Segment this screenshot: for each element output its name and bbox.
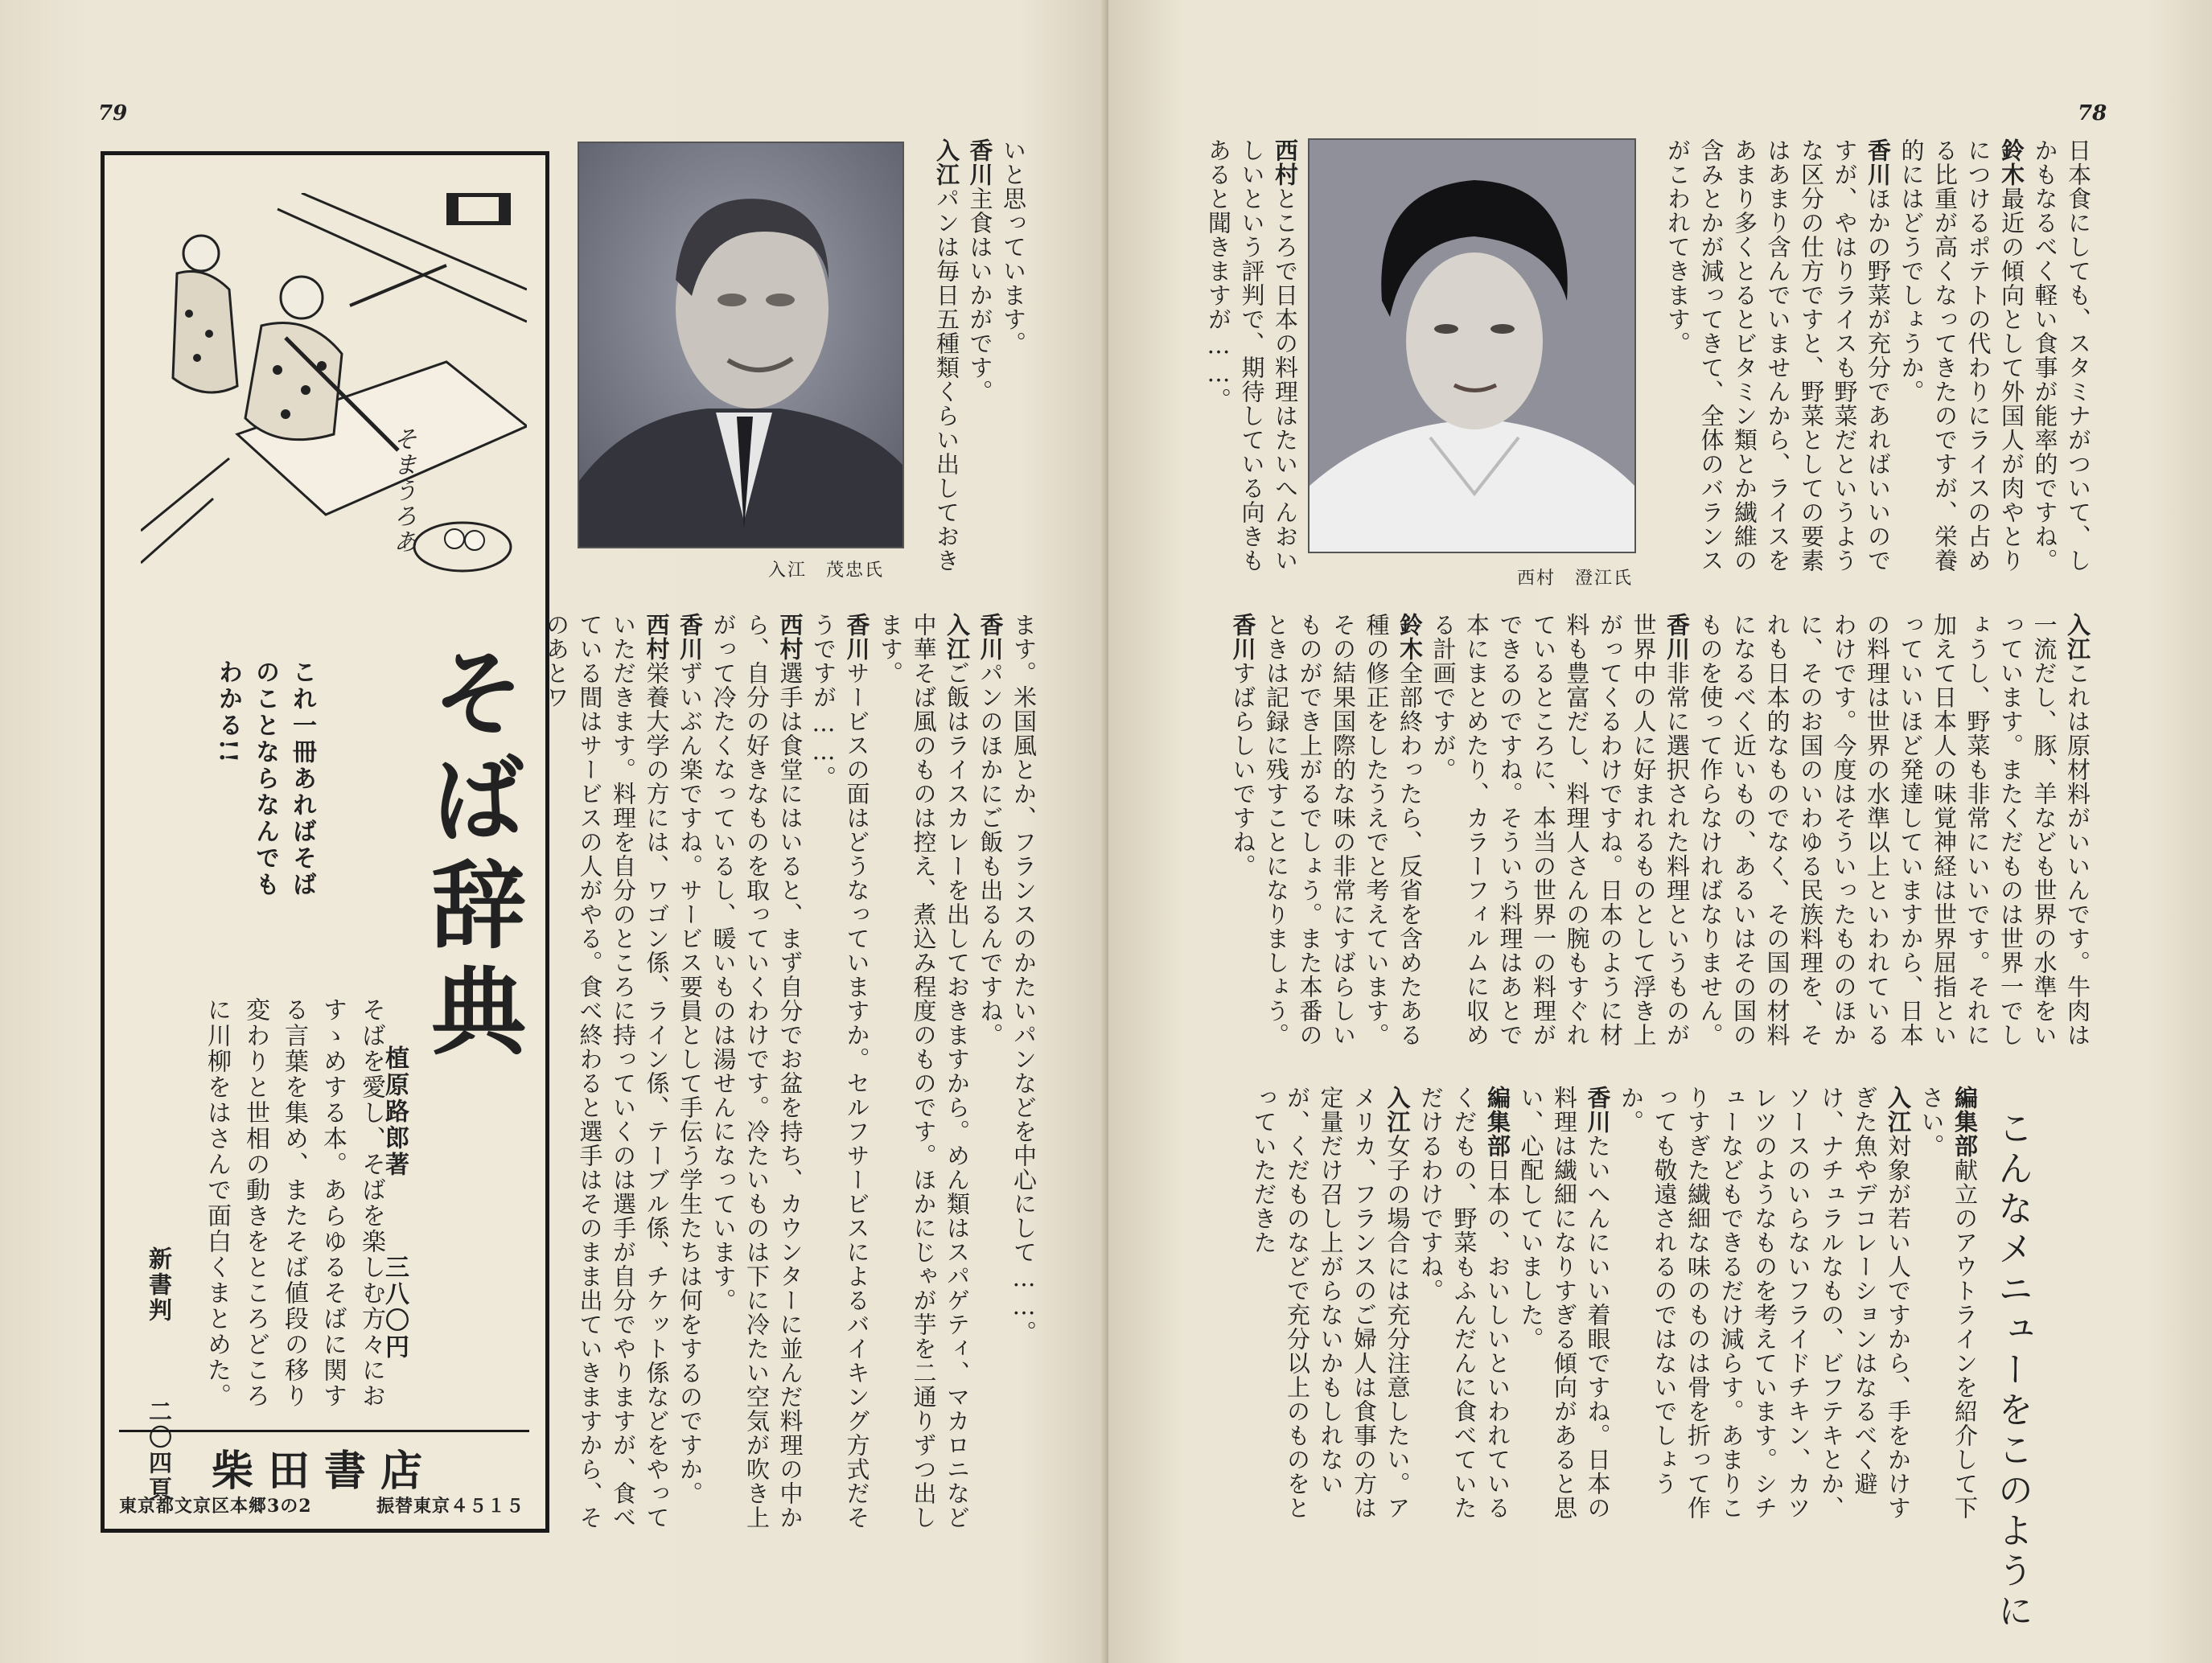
dialogue-line: 西村栄養大学の方には、ワゴン係、ライン係、テーブル係、チケット係などをやっていただきます。料理を自分のところに持っていくのは選手が自分でやりますが、食べている間はサービスの人がやる。食べ終わると選手はそのまま出ていきますから、そのあとワ xyxy=(543,613,671,1530)
portrait-man-image xyxy=(579,143,902,547)
page-number-right: 78 xyxy=(2078,101,2107,125)
ad-publisher-address: 東京都文京区本郷3の2 xyxy=(119,1496,312,1517)
dialogue-line: 鈴木最近の傾向として外国人が肉やとりにつけるポテトの代わりにライスの占める比重が高くなってきたのですが、栄養的にはどうでしょうか。 xyxy=(1897,138,2025,573)
ad-description: そばを愛し、そばを楽しむ方々におすゝめする本。あらゆるそばに関する言葉を集め、またそば値段の移り変わりと世相の動きをところどころに川柳をはさんで面白くまとめた。 xyxy=(203,997,385,1409)
right-page xyxy=(1108,0,2212,1663)
ad-publisher-account: 振替東京４５１５ xyxy=(376,1496,525,1517)
dialogue-line: 香川ずいぶん楽ですね。サービス要員として手伝う学生たちは何をするのですか。 xyxy=(676,613,704,1505)
section-heading: こんなメニューをこのように xyxy=(1992,1110,2033,1632)
ad-illustration xyxy=(141,193,527,595)
ad-book-author: 植原路郎著 xyxy=(380,1045,409,1178)
ad-illustration-signature: そまうろあ xyxy=(389,426,417,555)
dialogue-line: いと思っています。 xyxy=(1000,138,1027,355)
dialogue-line: 編集部献立のアウトラインを紹介して下さい。 xyxy=(1918,1086,1979,1520)
dialogue-line: 香川ほかの野菜が充分であればいいのですが、やはりライスも野菜だというような区分の仕方ですと、野菜としての要素はあまり含んでいませんから、ライスをあまり多くとるとビタミン類とか繊維の含みとかが減ってきて、全体のバランスがこわれてきます。 xyxy=(1664,138,1892,573)
dialogue-line: 西村ところで日本の料理はたいへんおいしいという評判で、期待している向きもあると聞きますが……。 xyxy=(1205,138,1299,573)
dialogue-line: 入江パンは毎日五種類くらい出しておき xyxy=(933,138,960,573)
right-lower-dialogue xyxy=(1185,613,2094,1063)
ad-book-price: 三八〇円 xyxy=(380,1254,409,1361)
dialogue-line: 入江対象が若い人ですから、手をかけすぎた魚やデコレーションはなるべく避け、ナチュラルなもの、ビフテキとか、ソースのいらないフライドチキン、カツレツのようなものを考えています。シチューなどもできるだけ減らす。あまりこりすぎた繊細な味のものは骨を折って作っても敬遠されるのではないでしょうか。 xyxy=(1618,1086,1912,1520)
dialogue-line: 入江これは原材料がいいんです。牛肉は一流だし、豚、羊なども世界の水準をいっています。またくだものは世界一でしょうし、野菜も非常にいいです。それに加えて日本人の味覚神経は世界屈指といっていいほど発達していますから、日本の料理は世界の水準以上といわれているわけです。今度はそういったもののほかに、そのお国のいわゆる民族料理を、それも日本的なものでなく、その国の材料になるべく近いもの、あるいはその国のものを使って作らなければなりません。 xyxy=(1696,613,2091,1047)
dialogue-line: 鈴木全部終わったら、反省を含めたある種の修正をしたうえでと考えています。その結果国際的な味の非常にすばらしいものができ上がるでしょう。また本番のときは記録に残すことになりましょう。 xyxy=(1263,613,1424,1047)
ad-tagline: これ一冊あればそばのことならなんでもわかる!! xyxy=(214,659,316,898)
ad-book-format: 新書判 xyxy=(146,1246,173,1324)
right-upper-dialogue xyxy=(1664,138,2095,589)
dialogue-line: 入江ご飯はライスカレーを出しておきますから。めん類はスパゲティ、マカロニなど中華そば風のものは控え、煮込み程度のものです。ほかにじゃが芋を二通りずつ出します。 xyxy=(877,613,971,1530)
photo-irie xyxy=(578,142,904,548)
dialogue-line: 日本食にしても、スタミナがついて、しかもなるべく軽い食事が能率的ですね。 xyxy=(2031,138,2092,573)
dialogue-line: 香川すばらしいですね。 xyxy=(1229,613,1257,878)
dialogue-line: 入江女子の場合には充分注意したい。アメリカ、フランスのご婦人は食事の方は定量だけ召し上がらないかもしれないが、くだものなどで充分以上のものをとっていただきた xyxy=(1250,1086,1412,1520)
right-bottom-dialogue xyxy=(1185,1086,1981,1536)
photo-nishimura xyxy=(1308,138,1636,553)
ad-book-pages: 二〇四頁 xyxy=(146,1399,173,1502)
dialogue-line: 編集部日本の、おいしいといわれているくだもの、野菜もふんだんに食べていただけるわけですね。 xyxy=(1417,1086,1511,1520)
dialogue-line: 西村選手は食堂にはいると、まず自分でお盆を持ち、カウンターに並んだ料理の中から、自分の好きなものを取っていくわけです。冷たいものは下に冷たい空気が吹き上がって冷たくなっているし、暖いものは湯せんになっています。 xyxy=(709,613,804,1530)
ad-publisher-name: 柴田書店 xyxy=(119,1430,529,1497)
left-upper-dialogue xyxy=(925,138,1030,589)
dialogue-line: 香川サービスの面はどうなっていますか。セルフサービスによるバイキング方式だそうですが……。 xyxy=(810,613,871,1530)
left-lower-dialogue xyxy=(543,613,1040,1546)
portrait-woman-image xyxy=(1310,140,1634,552)
dialogue-line: 香川主食はいかがです。 xyxy=(966,138,994,404)
right-upper-question xyxy=(1189,138,1301,589)
dialogue-line: 香川たいへんにいい着眼ですね。日本の料理は繊細になりすぎる傾向があると思い、心配していました。 xyxy=(1517,1086,1612,1520)
ad-book-title: そば辞典 xyxy=(415,643,527,1068)
photo-caption-irie: 入江 茂忠氏 xyxy=(768,560,885,581)
photo-caption-nishimura: 西村 澄江氏 xyxy=(1517,569,1634,589)
dialogue-line: 香川非常に選択された料理というものが世界中の人に好まれるものとして浮き上がってくるわけですね。日本のように材料も豊富だし、料理人さんの腕もすぐれているところに、本当の世界一の料理ができるのですね。そういう料理はあとで本にまとめたり、カラーフィルムに収める計画ですが。 xyxy=(1429,613,1691,1047)
dialogue-line: ます。米国風とか、フランスのかたいパンなどを中心にして……。 xyxy=(1010,613,1038,1345)
page-number-left: 79 xyxy=(98,101,128,125)
dialogue-line: 香川パンのほかにご飯も出るんですね。 xyxy=(976,613,1005,1047)
